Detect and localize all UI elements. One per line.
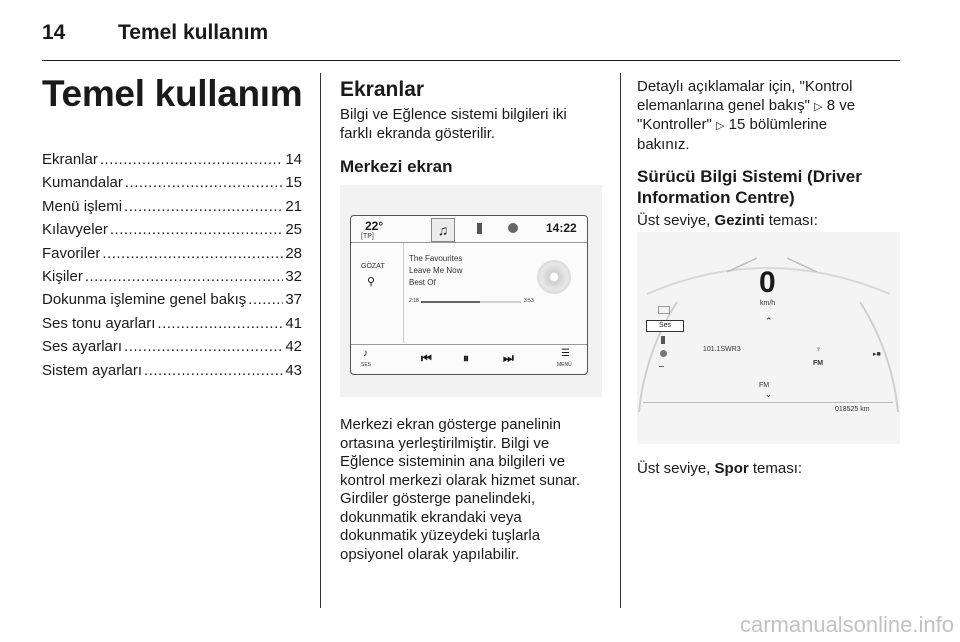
chevron-down-icon: ⌄ (765, 390, 772, 399)
navigation-icon: ∽ (658, 362, 665, 371)
toc-leader-dots (85, 267, 283, 290)
menu-label: MENÜ (557, 362, 572, 368)
browse-panel[interactable] (353, 243, 404, 343)
phone-icon (661, 336, 665, 344)
toc-leader-dots (144, 361, 283, 384)
tp-indicator: [TP] (361, 233, 374, 240)
driver-information-cluster-photo (637, 232, 900, 444)
phone-icon[interactable] (477, 223, 482, 234)
toc-entry[interactable] (42, 267, 302, 290)
radio-icon: ♆ (815, 344, 822, 354)
toc-entry[interactable] (42, 337, 302, 360)
toc-entry-page: 32 (285, 267, 302, 285)
theme-name-spor: Spor (714, 460, 749, 477)
section-intro: Bilgi ve Eğlence sistemi bilgileri iki farklı ekranda gösterilir. (340, 106, 567, 142)
toc-entry[interactable] (42, 220, 302, 243)
chapter-title: Temel kullanım (42, 73, 303, 114)
toc-entry-label: Kılavyeler (42, 221, 108, 239)
apps-icon[interactable] (508, 223, 518, 233)
toc-entry-label: Menü işlemi (42, 197, 123, 215)
odometer: 018525 km (835, 406, 870, 413)
toc-entry-page: 41 (285, 314, 302, 332)
toc-leader-dots (125, 173, 283, 196)
track-info (409, 253, 462, 289)
toc-entry[interactable] (42, 197, 302, 220)
audio-settings-icon[interactable]: ♪ (363, 348, 368, 359)
central-display-photo (340, 185, 602, 397)
toc-entry-label: Ekranlar (42, 151, 98, 168)
ses-menu-item[interactable]: Ses (646, 320, 684, 332)
toc-entry-page: 42 (285, 338, 302, 356)
speed-unit: km/h (760, 300, 776, 307)
toc-entry-label: Ses tonu ayarları (42, 314, 156, 332)
toc-entry[interactable] (42, 290, 302, 313)
theme-suffix: teması: (764, 212, 818, 229)
track-line-1: The Favourites (409, 254, 463, 263)
toc-entry-label: Dokunma işlemine genel bakış (42, 291, 247, 309)
upper-level-gezinti (637, 212, 907, 231)
watermark: carmanualsonline.info (739, 612, 954, 637)
reference-text-3: 15 bölümlerine bakınız. (637, 116, 828, 153)
header-rule (42, 60, 900, 61)
browse-label: GÖZAT (361, 263, 385, 270)
paragraph-reference (637, 78, 882, 154)
chevron-up-icon: ⌃ (765, 316, 773, 326)
toc-leader-dots (102, 244, 283, 267)
page-reference-triangle-icon: ▷ (716, 120, 725, 132)
toc-entry[interactable] (42, 173, 302, 196)
track-line-3: Best Of (409, 278, 436, 287)
toc-leader-dots (248, 290, 283, 313)
theme-name-gezinti: Gezinti (714, 212, 765, 229)
menu-icon[interactable]: ☰ (561, 348, 570, 359)
previous-track-icon[interactable]: ⏮ (421, 351, 432, 365)
infotainment-screen (350, 215, 588, 375)
reference-text-1: Detaylı açıklamalar için, "Kontrol elemanlarına genel bakış" (637, 78, 853, 114)
column-divider-1 (320, 73, 321, 608)
toc-leader-dots (124, 337, 283, 360)
toc-leader-dots (124, 197, 283, 220)
total-time: 3:53 (524, 298, 534, 304)
toc-entry-label: Kişiler (42, 267, 83, 285)
page-number: 14 (42, 21, 66, 44)
paragraph-central-display-2: Girdiler gösterge panelindeki, dokunmatik ekrandaki veya dokunmatik yüzeydeki tuşlarla opsiyonel olarak yapılabilir. (340, 490, 541, 563)
toc-entry[interactable] (42, 150, 302, 173)
toc-entry-page: 28 (285, 244, 302, 262)
toc-entry-label: Sistem ayarları (42, 361, 143, 379)
status-bar (351, 216, 587, 243)
toc-leader-dots (110, 220, 283, 243)
table-of-contents (42, 150, 302, 384)
reference-text-2: 8 ve "Kontroller" (637, 96, 856, 133)
upper-level-spor (637, 460, 907, 479)
toc-leader-dots (100, 150, 283, 173)
band-indicator: FM (813, 360, 824, 367)
track-line-2: Leave Me Now (409, 266, 463, 275)
next-track-icon[interactable]: ⏭ (503, 351, 514, 365)
upper-level-text: Üst seviye, (637, 212, 715, 229)
music-note-icon[interactable]: ♫ (431, 218, 455, 242)
next-icon: ▸■ (873, 351, 881, 358)
toc-entry-page: 43 (285, 361, 302, 379)
theme-suffix: teması: (748, 460, 803, 477)
pause-icon[interactable]: ⏸ (463, 351, 470, 365)
sound-label: SES (361, 362, 372, 368)
toc-entry[interactable] (42, 314, 302, 337)
control-bar (351, 344, 587, 375)
toc-entry[interactable] (42, 244, 302, 267)
column-divider-2 (620, 73, 621, 608)
temperature: 22° (365, 219, 384, 233)
speed-readout: 0 (759, 266, 776, 299)
cluster-baseline (643, 402, 893, 403)
cluster-side-menu (644, 304, 684, 374)
clock: 14:22 (546, 221, 577, 235)
paragraph-central-display-1: Merkezi ekran gösterge panelinin ortasına yerleştirilmiştir. Bilgi ve Eğlence sisteminin ana bilgileri ve kontrol merkezi olarak hizmet sunar. (340, 416, 581, 489)
toc-entry-page: 25 (285, 221, 302, 239)
car-icon (658, 306, 670, 314)
subsection-title-central-display: Merkezi ekran (340, 157, 453, 176)
toc-entry[interactable] (42, 361, 302, 384)
band-selector: FM (759, 382, 770, 389)
toc-entry-page: 14 (285, 151, 302, 168)
upper-level-text: Üst seviye, (637, 460, 715, 477)
search-icon[interactable]: ⚲ (367, 276, 376, 288)
toc-entry-page: 21 (285, 197, 302, 215)
progress-track[interactable] (421, 301, 521, 303)
page-reference-triangle-icon: ▷ (814, 100, 823, 113)
toc-leader-dots (157, 314, 283, 337)
toc-entry-page: 15 (285, 174, 302, 192)
section-title: Ekranlar (340, 78, 425, 101)
running-header-title: Temel kullanım (118, 21, 269, 44)
progress-fill (421, 301, 480, 303)
elapsed-time: 2:18 (409, 298, 419, 304)
album-disc-icon (537, 260, 571, 294)
toc-entry-page: 37 (285, 291, 302, 309)
station-name: 101.1SWR3 (703, 346, 741, 353)
toc-entry-label: Kumandalar (42, 174, 123, 192)
toc-entry-label: Favoriler (42, 244, 101, 262)
settings-icon (660, 350, 667, 357)
subsection-title-dic: Sürücü Bilgi Sistemi (Driver Information Centre) (637, 167, 862, 207)
toc-entry-label: Ses ayarları (42, 338, 123, 356)
